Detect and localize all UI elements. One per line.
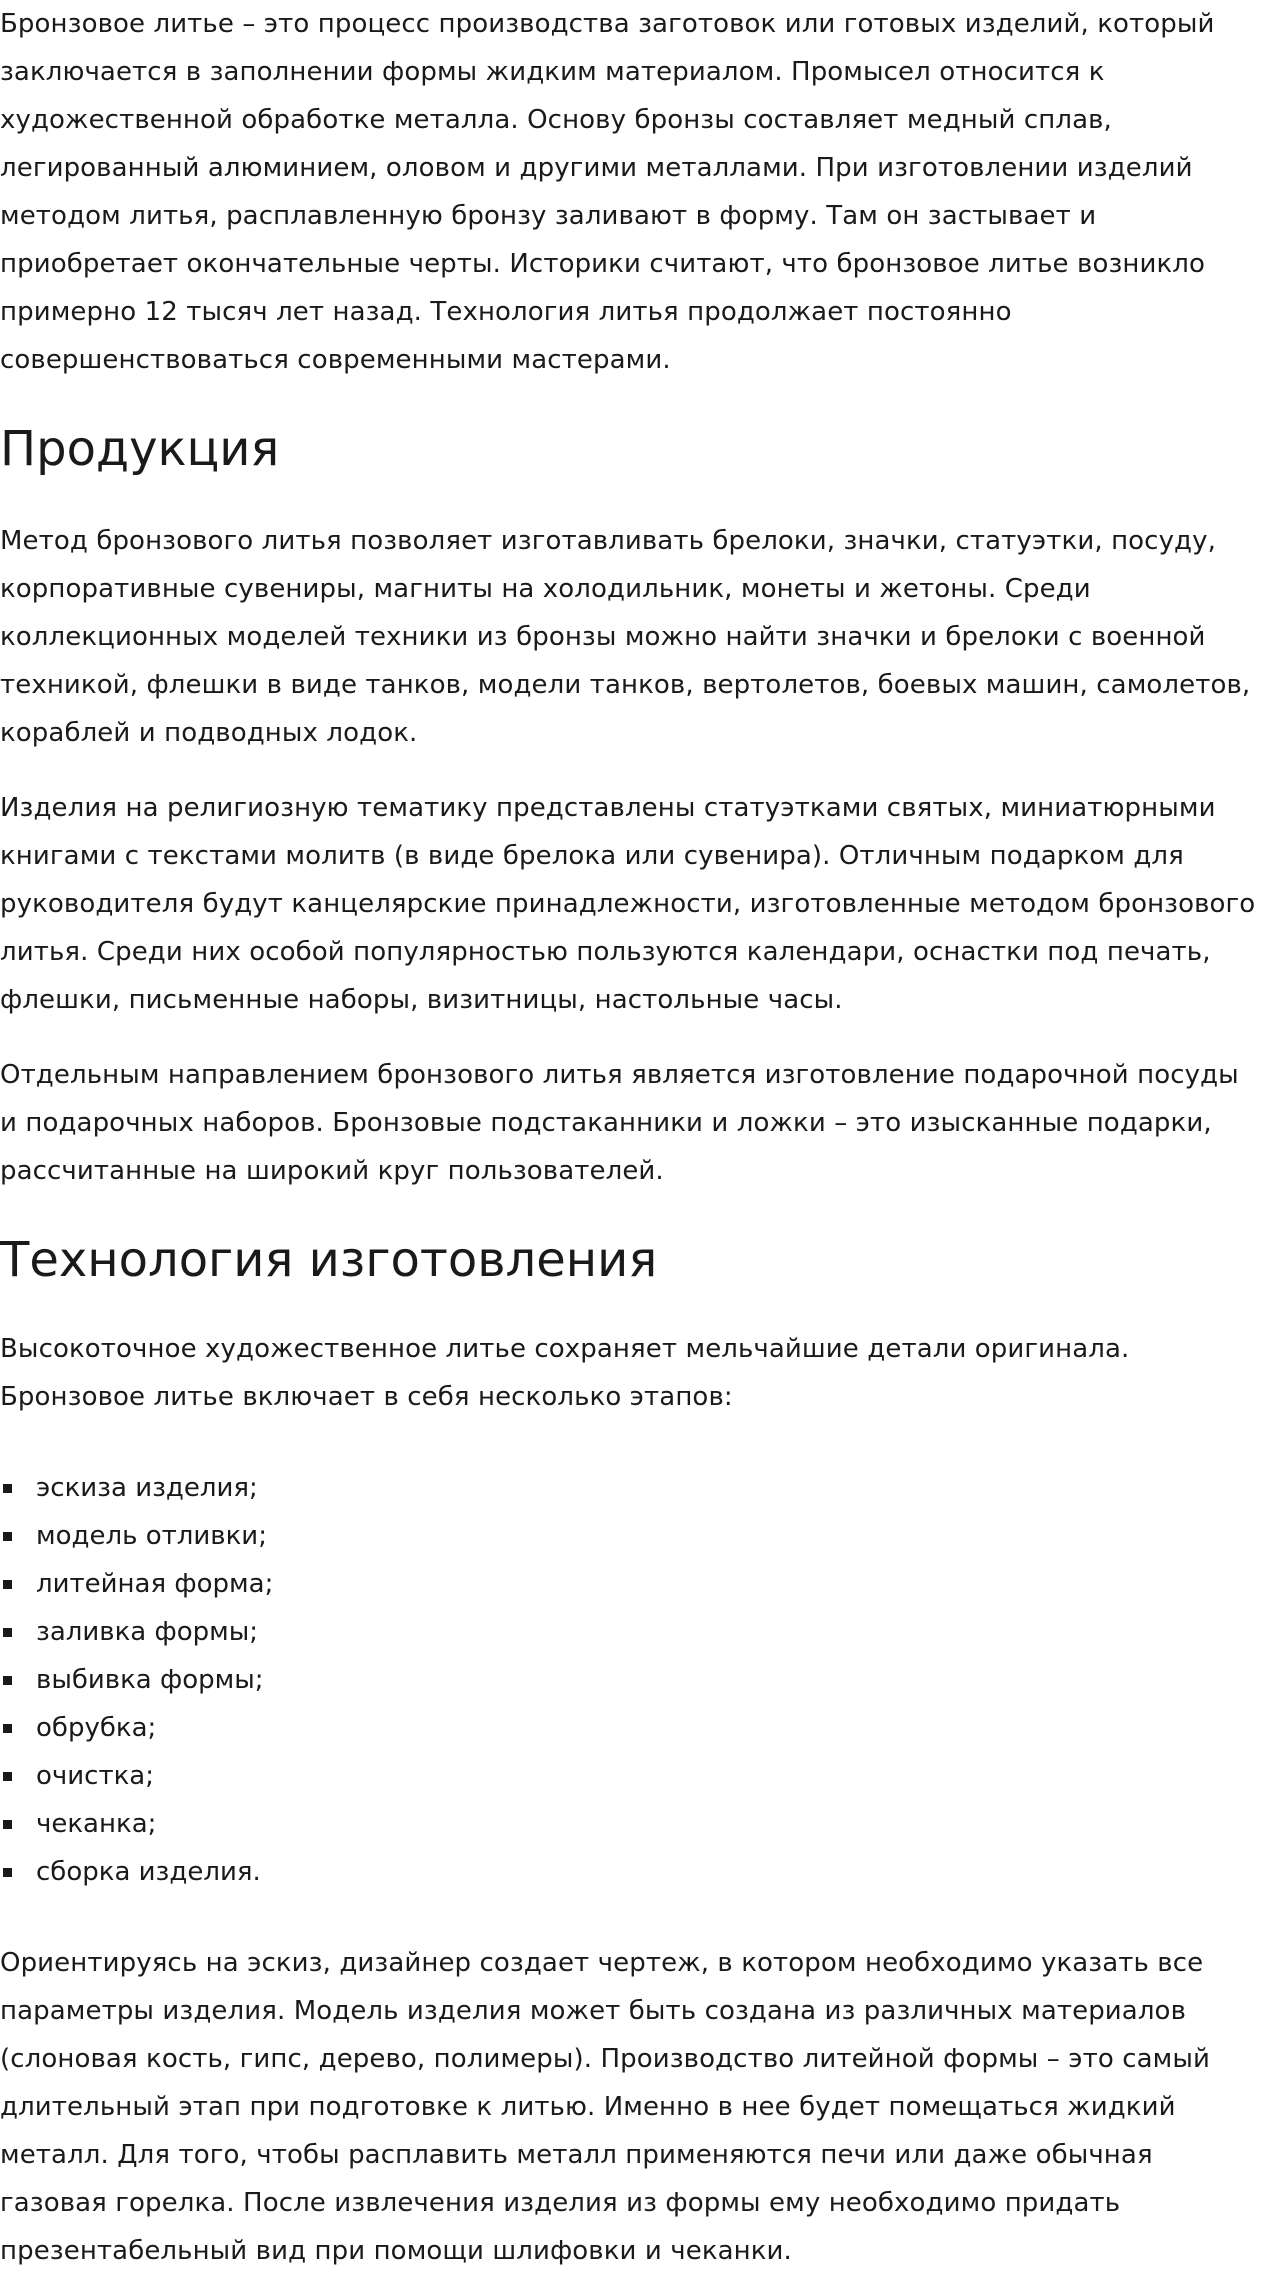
square-bullet-icon — [3, 1580, 12, 1589]
products-heading: Продукция — [0, 421, 280, 477]
list-item-text: литейная форма; — [36, 1569, 274, 1599]
list-item-text: сборка изделия. — [36, 1857, 261, 1887]
list-item-text: эскиза изделия; — [36, 1473, 258, 1503]
square-bullet-icon — [3, 1532, 12, 1541]
list-item — [0, 1800, 1262, 1848]
square-bullet-icon — [3, 1724, 12, 1733]
list-item — [0, 1704, 1262, 1752]
list-item — [0, 1656, 1262, 1704]
list-item — [0, 1464, 1262, 1512]
list-item — [0, 1560, 1262, 1608]
square-bullet-icon — [3, 1820, 12, 1829]
list-item — [0, 1608, 1262, 1656]
square-bullet-icon — [3, 1484, 12, 1493]
steps-list — [0, 1464, 1262, 1896]
products-paragraph-1: Метод бронзового литья позволяет изготавливать брелоки, значки, статуэтки, посуду, корпоративные сувениры, магниты на холодильник, монеты и жетоны. Среди коллекционных моделей техники из бронзы можно найти значки и брелоки с военной техникой, флешки в виде танков, модели танков, вертолетов, боевых машин, самолетов, кораблей и подводных лодок. — [0, 526, 1251, 748]
list-item-text: обрубка; — [36, 1713, 157, 1743]
square-bullet-icon — [3, 1628, 12, 1637]
products-paragraph-2: Изделия на религиозную тематику представлены статуэтками святых, миниатюрными книгами с текстами молитв (в виде брелока или сувенира). Отличным подарком для руководителя будут канцелярские принадлежности, изготовленные методом бронзового литья. Среди них особой популярностью пользуются календари, оснастки под печать, флешки, письменные наборы, визитницы, настольные часы. — [0, 793, 1256, 1015]
list-item-text: выбивка формы; — [36, 1665, 264, 1695]
technology-heading: Технология изготовления — [0, 1232, 658, 1288]
list-item-text: модель отливки; — [36, 1521, 267, 1551]
list-item — [0, 1752, 1262, 1800]
intro-paragraph: Бронзовое литье – это процесс производства заготовок или готовых изделий, который заключается в заполнении формы жидким материалом. Промысел относится к художественной обработке металла. Основу бронзы составляет медный сплав, легированный алюминием, оловом и другими металлами. При изготовлении изделий методом литья, расплавленную бронзу заливают в форму. Там он застывает и приобретает окончательные черты. Историки считают, что бронзовое литье возникло примерно 12 тысяч лет назад. Технология литья продолжает постоянно совершенствоваться современными мастерами. — [0, 9, 1215, 375]
technology-intro-paragraph: Высокоточное художественное литье сохраняет мельчайшие детали оригинала. Бронзовое литье включает в себя несколько этапов: — [0, 1334, 1130, 1412]
square-bullet-icon — [3, 1772, 12, 1781]
technology-outro-paragraph: Ориентируясь на эскиз, дизайнер создает чертеж, в котором необходимо указать все параметры изделия. Модель изделия может быть создана из различных материалов (слоновая кость, гипс, дерево, полимеры). Производство литейной формы – это самый длительный этап при подготовке к литью. Именно в нее будет помещаться жидкий металл. Для того, чтобы расплавить металл применяются печи или даже обычная газовая горелка. После извлечения изделия из формы ему необходимо придать презентабельный вид при помощи шлифовки и чеканки. — [0, 1948, 1211, 2266]
square-bullet-icon — [3, 1676, 12, 1685]
products-paragraph-3: Отдельным направлением бронзового литья является изготовление подарочной посуды и подарочных наборов. Бронзовые подстаканники и ложки – это изысканные подарки, рассчитанные на широкий круг пользователей. — [0, 1060, 1239, 1186]
list-item — [0, 1512, 1262, 1560]
list-item-text: заливка формы; — [36, 1617, 259, 1647]
list-item-text: чеканка; — [36, 1809, 157, 1839]
square-bullet-icon — [3, 1868, 12, 1877]
list-item — [0, 1848, 1262, 1896]
list-item-text: очистка; — [36, 1761, 155, 1791]
